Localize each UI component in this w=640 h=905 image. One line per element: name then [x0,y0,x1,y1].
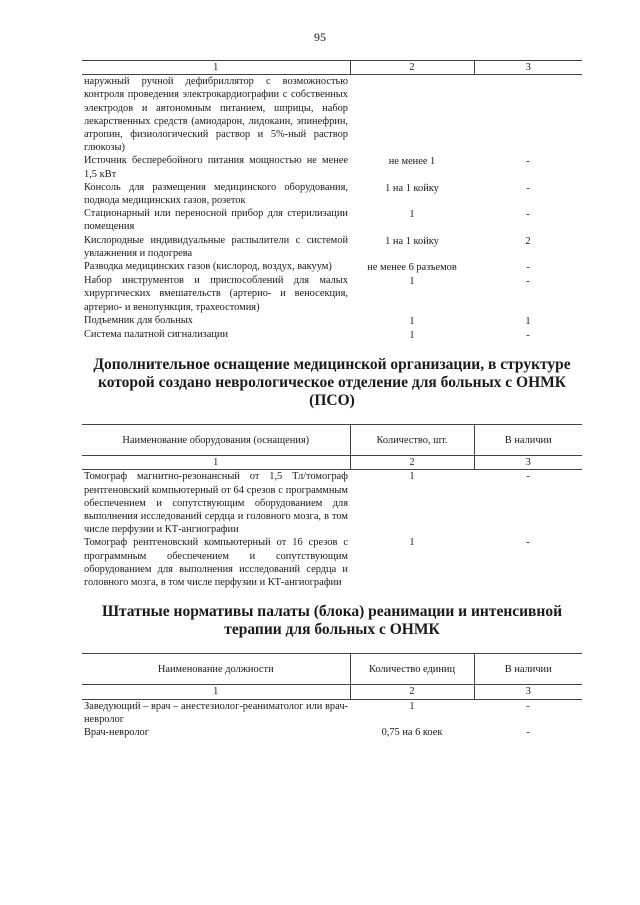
equipment-qty: 1 [409,330,415,342]
equipment-qty [350,75,474,155]
equipment-name: Набор инструментов и приспособлений для малых хирургических вмешательств (артерио- и веносекция, артерио- и венопункция, трахеостомия) [84,275,348,313]
equipment-avail: - [526,262,530,274]
equipment-qty: 1 [409,537,415,549]
table-row [82,234,582,260]
equipment-table-continued [82,60,582,342]
equipment-qty: 1 [409,315,415,327]
equipment-name: Разводка медицинских газов (кислород, воздух, вакуум) [84,261,332,273]
section-title-additional-equipment: Дополнительное оснащение медицинской организации, в структуре которой создано неврологическое отделение для больных с ОНМК (ПСО) [93,356,571,410]
table-index-row [82,685,582,699]
table-header-row [82,425,582,456]
index-cell: 1 [82,61,350,75]
index-cell: 1 [82,685,350,699]
table-row [82,314,582,328]
table-index-row [82,61,582,75]
equipment-avail: - [526,330,530,342]
table-row [82,260,582,274]
equipment-name: Подъемник для больных [84,314,193,326]
column-header: Количество единиц [350,654,474,685]
column-header: В наличии [474,654,582,685]
equipment-qty: не менее 6 разъемов [367,262,457,274]
equipment-name: Стационарный или переносной прибор для стерилизации помещения [84,208,348,233]
additional-equipment-table [82,424,582,589]
equipment-avail: 1 [525,315,531,327]
equipment-qty: 1 [409,471,415,483]
table-row [82,154,582,180]
position-avail: - [526,700,530,712]
position-avail: - [526,726,530,738]
equipment-qty: 1 на 1 койку [385,235,439,247]
table-row [82,470,582,537]
equipment-avail: - [526,182,530,194]
column-header: Наименование оборудования (оснащения) [82,425,350,456]
equipment-name: Система палатной сигнализации [84,329,229,341]
table-row [82,699,582,726]
equipment-avail: - [526,209,530,221]
equipment-avail: - [526,276,530,288]
equipment-qty: не менее 1 [388,156,436,168]
index-cell: 3 [474,456,582,470]
table-row [82,274,582,314]
index-cell: 2 [350,685,474,699]
position-qty: 0,75 на 6 коек [381,726,443,738]
position-name: Заведующий – врач – анестезиолог-реаниматолог или врач-невролог [84,700,348,725]
equipment-avail: - [526,156,530,168]
index-cell: 3 [474,61,582,75]
table-row [82,181,582,207]
page-content [82,60,582,739]
column-header: Количество, шт. [350,425,474,456]
table-row [82,328,582,342]
table-index-row [82,456,582,470]
equipment-name: наружный ручной дефибриллятор с возможностью контроля проведения электрокардиографии с собственных электродов и автономным питанием, шприцы, набор лекарственных средств (амиодарон, лидокаин, эпинефрин, атропин, физиологический раствор и 5%-ный раствор глюкозы) [84,76,348,154]
table-row [82,536,582,589]
table-header-row [82,654,582,685]
index-cell: 1 [82,456,350,470]
equipment-name: Томограф рентгеновский компьютерный от 16 срезов с программным обеспечением и сопутствующим оборудованием для выполнения исследований сердца и головного мозга, в том числе перфузии и КТ-ангиографии [84,537,348,589]
equipment-avail: - [526,537,530,549]
equipment-qty: 1 [409,276,415,288]
staffing-table [82,653,582,739]
equipment-qty: 1 на 1 койку [385,182,439,194]
equipment-avail: - [526,471,530,483]
section-title-staffing: Штатные нормативы палаты (блока) реанимации и интенсивной терапии для больных с ОНМК [101,603,563,639]
equipment-qty: 1 [409,209,415,221]
index-cell: 2 [350,61,474,75]
equipment-name: Источник бесперебойного питания мощностью не менее 1,5 кВт [84,155,348,180]
equipment-name: Консоль для размещения медицинского оборудования, подвода медицинских газов, розеток [84,181,348,207]
table-row [82,207,582,233]
position-qty: 1 [409,700,415,712]
table-row [82,726,582,739]
position-name: Врач-невролог [84,726,149,738]
page-number: 95 [314,30,326,44]
equipment-name: Кислородные индивидуальные распылители с системой увлажнения и подогрева [84,234,348,259]
equipment-avail [474,75,582,155]
index-cell: 3 [474,685,582,699]
equipment-avail: 2 [525,235,531,247]
column-header: В наличии [474,425,582,456]
index-cell: 2 [350,456,474,470]
equipment-name: Томограф магнитно-резонансный от 1,5 Тл/томограф рентгеновский компьютерный от 64 срезов с программным обеспечением и сопутствующим оборудованием для выполнения исследований сердца и головного мозга, в том числе перфузии и КТ-ангиографии [84,471,348,536]
column-header: Наименование должности [82,654,350,685]
table-row [82,75,582,155]
